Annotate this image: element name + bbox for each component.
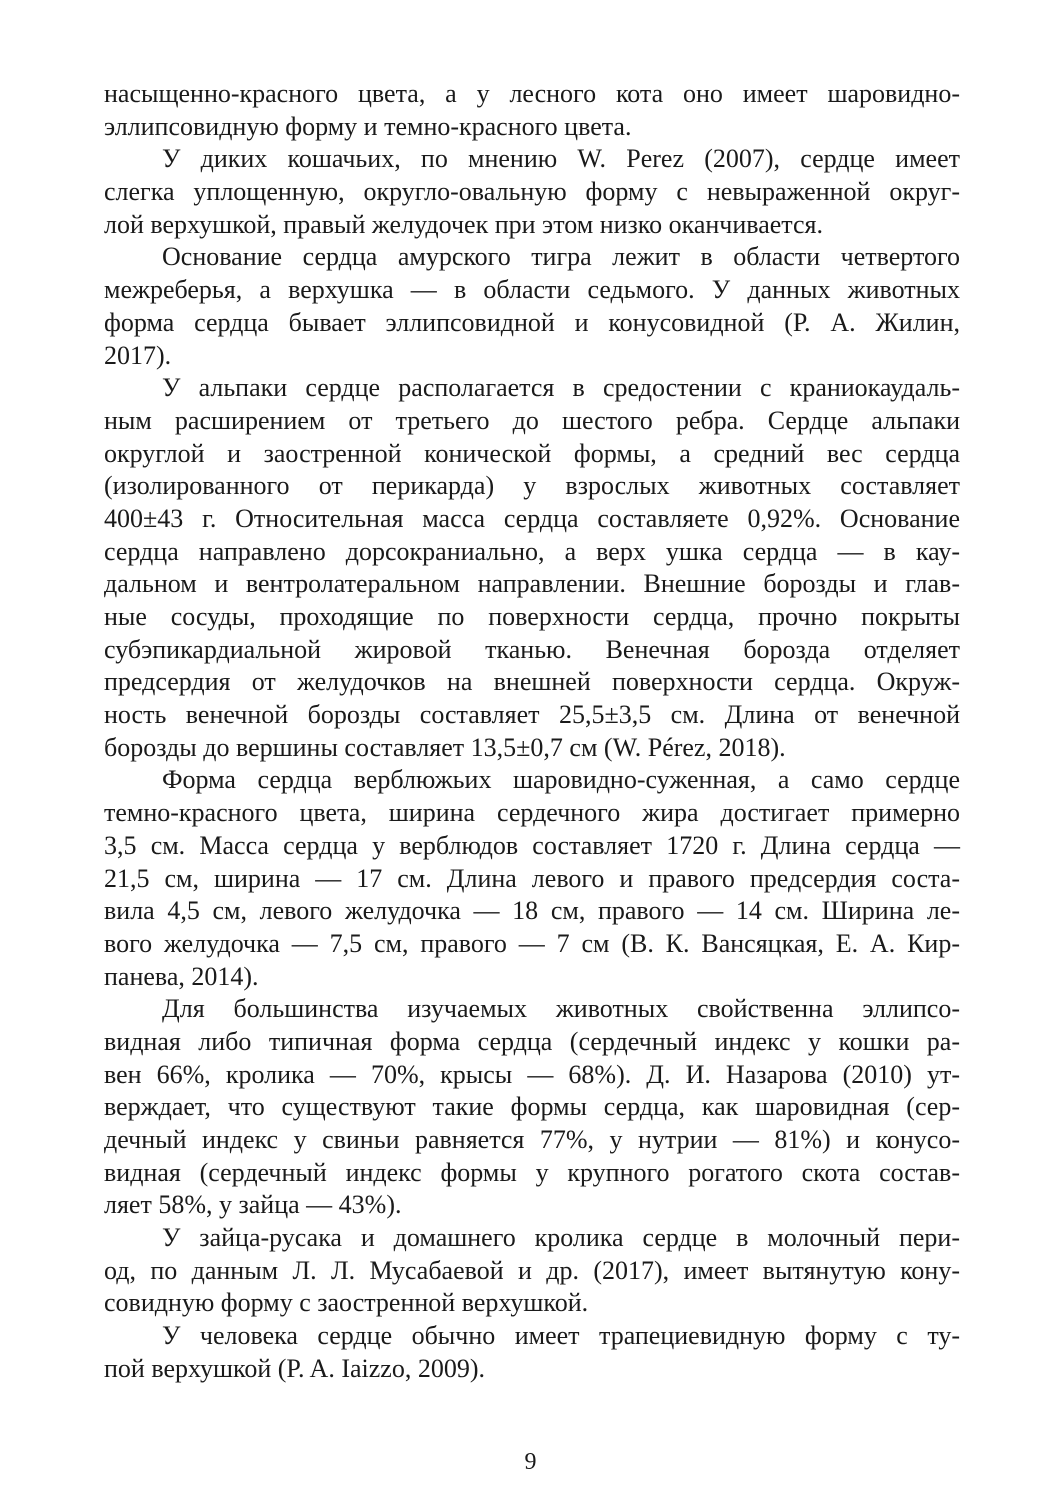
text-line: Для большинства изучаемых животных свойственна эллипсо- bbox=[162, 994, 960, 1024]
text-line: ным расширением от третьего до шестого ребра. Сердце альпаки bbox=[104, 405, 960, 435]
text-line: Основание сердца амурского тигра лежит в области четвертого bbox=[162, 242, 960, 272]
text-line: темно-красного цвета, ширина сердечного жира достигает примерно bbox=[104, 798, 960, 828]
text-line: дальном и вентролатеральном направлении. Внешние борозды и глав- bbox=[104, 569, 960, 599]
text-line: борозды до вершины составляет 13,5±0,7 см (W. Pérez, 2018). bbox=[104, 732, 786, 762]
text-line: ность венечной борозды составляет 25,5±3,5 см. Длина от венечной bbox=[104, 700, 960, 730]
text-line: округлой и заостренной конической формы, а средний вес сердца bbox=[104, 438, 960, 468]
text-line: Форма сердца верблюжьих шаровидно-суженная, а само сердце bbox=[162, 765, 960, 795]
text-line: межреберья, а верхушка — в области седьмого. У данных животных bbox=[104, 275, 960, 305]
text-line: 21,5 см, ширина — 17 см. Длина левого и правого предсердия соста- bbox=[104, 863, 960, 893]
text-line: ные сосуды, проходящие по поверхности сердца, прочно покрыты bbox=[104, 602, 960, 631]
text-line: дечный индекс у свиньи равняется 77%, у нутрии — 81%) и конусо- bbox=[104, 1125, 960, 1154]
text-line: совидную форму с заостренной верхушкой. bbox=[104, 1288, 589, 1318]
text-line: У человека сердце обычно имеет трапециевидную форму с ту- bbox=[162, 1321, 960, 1351]
text-line: пой верхушкой (P. A. Iaizzo, 2009). bbox=[104, 1353, 485, 1383]
text-line: У диких кошачьих, по мнению W. Perez (2007), сердце имеет bbox=[162, 144, 960, 174]
text-line: (изолированного от перикарда) у взрослых животных составляет bbox=[104, 471, 960, 501]
text-line: ляет 58%, у зайца — 43%). bbox=[104, 1190, 402, 1220]
text-line: видная либо типичная форма сердца (сердечный индекс у кошки ра- bbox=[104, 1026, 960, 1056]
text-line: предсердия от желудочков на внешней поверхности сердца. Окруж- bbox=[104, 667, 960, 697]
text-line: 2017). bbox=[104, 340, 172, 370]
text-line: 400±43 г. Относительная масса сердца составляете 0,92%. Основание bbox=[104, 503, 960, 533]
text-line: У зайца-русака и домашнего кролика сердце в молочный пери- bbox=[162, 1223, 960, 1253]
text-line: слегка уплощенную, округло-овальную форму с невыраженной округ- bbox=[104, 177, 960, 207]
text-line: эллипсовидную форму и темно-красного цвета. bbox=[104, 111, 632, 141]
text-line: насыщенно-красного цвета, а у лесного кота оно имеет шаровидно- bbox=[104, 79, 960, 108]
text-line: субэпикардиальной жировой тканью. Венечная борозда отделяет bbox=[104, 634, 960, 664]
text-line: форма сердца бывает эллипсовидной и конусовидной (Р. А. Жилин, bbox=[104, 307, 960, 337]
text-line: верждает, что существуют такие формы сердца, как шаровидная (сер- bbox=[104, 1092, 960, 1122]
text-line: од, по данным Л. Л. Мусабаевой и др. (2017), имеет вытянутую кону- bbox=[104, 1255, 960, 1285]
text-line: вен 66%, кролика — 70%, крысы — 68%). Д. И. Назарова (2010) ут- bbox=[104, 1059, 960, 1089]
page-number: 9 bbox=[524, 1449, 537, 1475]
text-line: вого желудочка — 7,5 см, правого — 7 см (В. К. Вансяцкая, Е. А. Кир- bbox=[104, 928, 960, 958]
page-body bbox=[104, 78, 960, 1386]
text-line: У альпаки сердце располагается в средостении с краниокаудаль- bbox=[162, 373, 960, 403]
text-line: лой верхушкой, правый желудочек при этом низко оканчивается. bbox=[104, 209, 823, 239]
text-line: сердца направлено дорсокраниально, а верх ушка сердца — в кау- bbox=[104, 536, 960, 566]
text-line: видная (сердечный индекс формы у крупного рогатого скота состав- bbox=[104, 1157, 960, 1187]
text-line: панева, 2014). bbox=[104, 961, 259, 991]
text-line: вила 4,5 см, левого желудочка — 18 см, правого — 14 см. Ширина ле- bbox=[104, 896, 960, 926]
text-line: 3,5 см. Масса сердца у верблюдов составляет 1720 г. Длина сердца — bbox=[104, 830, 960, 860]
